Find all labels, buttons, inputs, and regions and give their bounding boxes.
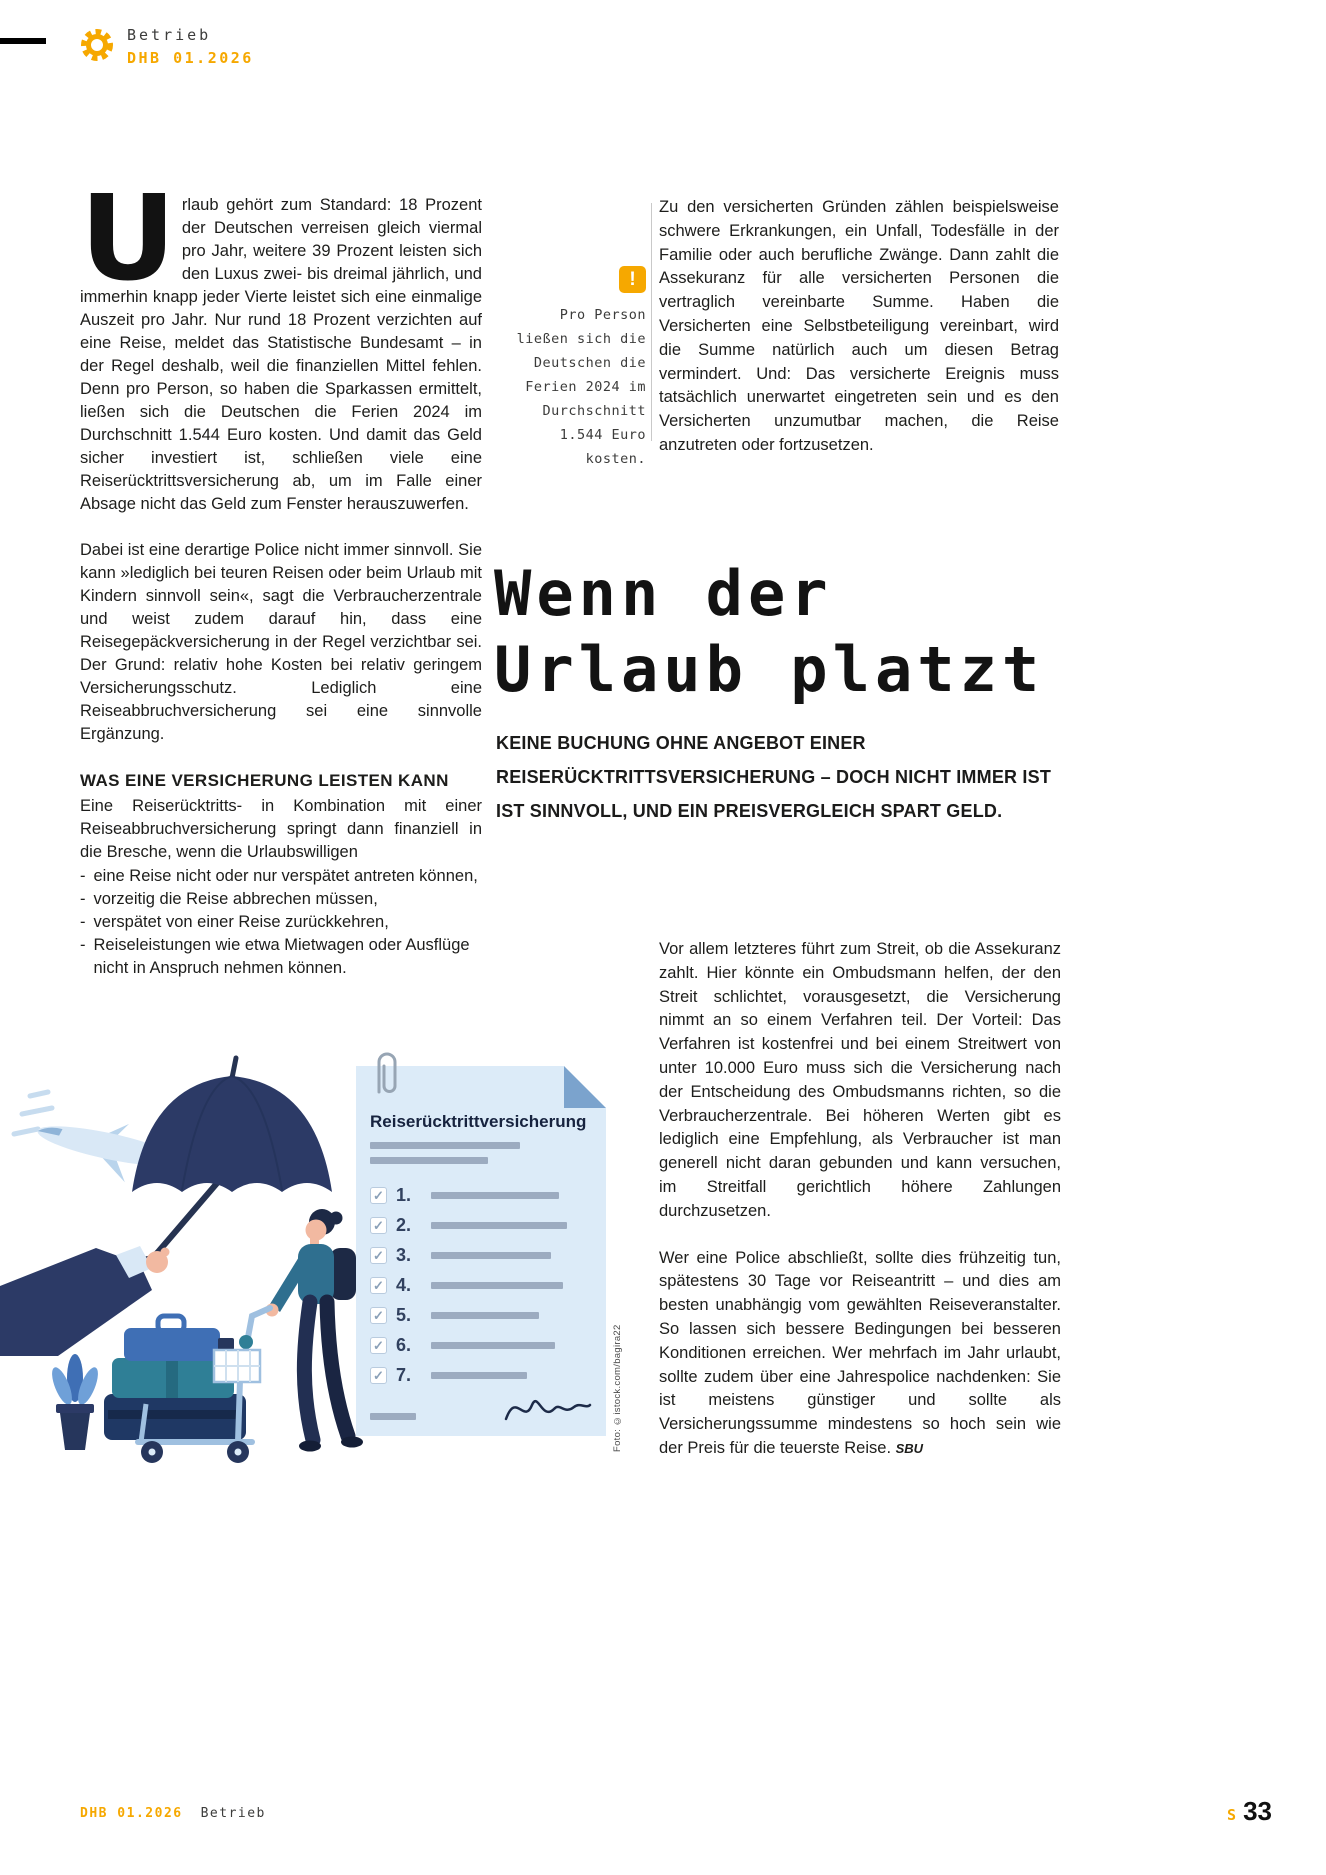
checklist-number: 4. — [396, 1274, 412, 1295]
text-placeholder-bar — [431, 1372, 527, 1379]
lead-paragraph — [80, 169, 482, 516]
list-marker: - — [80, 936, 86, 954]
header-issue-label: DHB 01.2026 — [127, 49, 254, 67]
alert-glyph: ! — [629, 268, 636, 290]
list-item — [80, 888, 482, 911]
insurance-checklist-document — [356, 1066, 606, 1436]
pull-quote-line: Durchschnitt — [542, 403, 646, 419]
footer-right — [1227, 1796, 1272, 1827]
paragraph-abschluss — [659, 1247, 1061, 1461]
text-placeholder-bar — [431, 1312, 539, 1319]
text-placeholder-bar — [431, 1282, 563, 1289]
list-intro-paragraph: Eine Reiserücktritts- in Kombination mit einer Reiseabbruchversicherung springt dann finanziell in die Bresche, wenn die Urlaubswilligen — [80, 797, 482, 861]
text-placeholder-bar — [370, 1157, 488, 1164]
pull-quote-line: ließen sich die — [516, 331, 646, 347]
headline-line: Urlaub platzt — [494, 633, 1045, 706]
standfirst-line: IST SINNVOLL, UND EIN PREISVERGLEICH SPART GELD. — [496, 801, 1003, 821]
column-divider — [651, 203, 652, 441]
checkmark-icon: ✓ — [370, 1187, 387, 1204]
list-item-text: verspätet von einer Reise zurückkehren, — [93, 913, 389, 931]
article-right-column-bottom — [659, 938, 1061, 1484]
benefit-list — [80, 865, 482, 980]
text-placeholder-bar — [370, 1413, 416, 1420]
checkmark-icon: ✓ — [370, 1217, 387, 1234]
paragraph-police: Dabei ist eine derartige Police nicht immer sinnvoll. Sie kann »lediglich bei teuren Reisen oder beim Urlaub mit Kindern sinnvoll sein«, sagt die Verbraucherzentrale und weist zudem darauf hin, dass eine Reisegepäckversicherung in der Regel verzichtbar sei. Der Grund: relativ hohe Kosten bei relativ geringem Versicherungsschutz. Lediglich eine Reiseabbruchversicherung sei eine sinnvolle Ergänzung. — [80, 541, 482, 743]
signature — [502, 1385, 592, 1430]
alert-icon — [619, 266, 646, 293]
paragraph-text: Wer eine Police abschließt, sollte dies frühzeitig tun, spätestens 30 Tage vor Reiseantritt – und dies am besten unabhängig vom gewählten Reiseveranstalter. So lassen sich bessere Bedingungen bei besseren Konditionen erreichen. Wer mehrfach im Jahr urlaubt, sollte zudem über eine Jahrespolice nachdenken: Sie ist meistens günstiger und sollte als Versicherungssumme mindestens so hoch sein wie der Preis für die teuerste Reise. — [659, 1248, 1061, 1457]
checklist-number: 1. — [396, 1184, 412, 1205]
article-left-column — [80, 169, 482, 980]
checkmark-icon: ✓ — [370, 1307, 387, 1324]
photo-credit: Foto: ©istock.com/bagira22 — [612, 1324, 623, 1452]
pull-quote-line: 1.544 Euro kosten. — [559, 427, 646, 467]
text-placeholder-bar — [370, 1142, 520, 1149]
list-marker: - — [80, 867, 86, 885]
footer-section: Betrieb — [200, 1806, 266, 1821]
checklist-row — [370, 1330, 606, 1360]
checklist-number: 2. — [396, 1214, 412, 1235]
text-placeholder-bar — [431, 1222, 567, 1229]
checklist-number: 6. — [396, 1334, 412, 1355]
traveler — [266, 1209, 364, 1452]
pull-quote — [494, 266, 646, 471]
checklist-row — [370, 1300, 606, 1330]
footer-left — [80, 1806, 266, 1821]
footer-issue: DHB 01.2026 — [80, 1806, 183, 1821]
checklist — [370, 1180, 606, 1390]
page-number: 33 — [1243, 1796, 1272, 1826]
checklist-row — [370, 1180, 606, 1210]
header-section-label: Betrieb — [127, 26, 212, 44]
text-placeholder-bar — [431, 1342, 555, 1349]
text-placeholder-bar — [431, 1252, 551, 1259]
section-subheading: WAS EINE VERSICHERUNG LEISTEN KANN — [80, 771, 449, 790]
paragraph-insured-reasons: Zu den versicherten Gründen zählen beispielsweise schwere Erkrankungen, ein Unfall, Todesfälle in der Familie oder auch berufliche Zwänge. Dann zahlt die Assekuranz für alle versicherten Personen die vertraglich vereinbarte Summe. Haben die Versicherten eine Selbstbeteiligung vereinbart, wird die Summe natürlich auch um diesen Betrag vermindert. Und: Das versicherte Ereignis muss tatsächlich unerwartet eingetreten sein und es den Versicherten unzumutbar machen, die Reise anzutreten oder fortzusetzen. — [659, 198, 1059, 454]
article-right-column-top — [659, 196, 1059, 481]
standfirst — [496, 726, 1051, 828]
headline-line: Wenn der — [494, 557, 833, 630]
list-item-text: eine Reise nicht oder nur verspätet antreten können, — [93, 867, 478, 885]
list-item — [80, 865, 482, 888]
checkmark-icon: ✓ — [370, 1277, 387, 1294]
paperclip-icon — [370, 1050, 400, 1098]
gear-icon — [78, 26, 116, 64]
list-item-text: vorzeitig die Reise abbrechen müssen, — [93, 890, 378, 908]
text-placeholder-bar — [431, 1192, 559, 1199]
checklist-row — [370, 1210, 606, 1240]
header-text — [127, 26, 254, 67]
page-header — [78, 26, 254, 67]
page-number-prefix: S — [1227, 1806, 1237, 1824]
drop-cap: U — [80, 169, 172, 307]
author-initials: SBU — [895, 1440, 924, 1456]
pull-quote-line: Pro Person — [559, 307, 646, 323]
standfirst-line: KEINE BUCHUNG OHNE ANGEBOT EINER — [496, 733, 866, 753]
umbrella-icon — [132, 1058, 332, 1260]
checklist-number: 7. — [396, 1364, 412, 1385]
pull-quote-line: Ferien 2024 im — [525, 379, 646, 395]
lead-paragraph-text: rlaub gehört zum Standard: 18 Prozent der Deutschen verreisen gleich viermal pro Jahr, weitere 39 Prozent leisten sich den Luxus zwei- bis dreimal jährlich, und immerhin knapp jeder Vierte leistet sich eine einmalige Auszeit pro Jahr. Nur rund 18 Prozent verzichten auf eine Reise, meldet das Statistische Bundesamt – in der Regel deshalb, weil die finanziellen Mittel fehlen. Denn pro Person, so haben die Sparkassen ermittelt, ließen sich die Deutschen die Ferien 2024 im Durchschnitt 1.544 Euro kosten. Und damit das Geld sicher investiert ist, schließen viele eine Reiserücktrittsversicherung ab, um im Falle einer Absage nicht das Geld zum Fenster herauszuwerfen. — [80, 196, 482, 513]
top-rule — [0, 38, 46, 44]
checkmark-icon: ✓ — [370, 1247, 387, 1264]
checkmark-icon: ✓ — [370, 1367, 387, 1384]
list-marker: - — [80, 913, 86, 931]
checkmark-icon: ✓ — [370, 1337, 387, 1354]
pull-quote-line: Deutschen die — [533, 355, 646, 371]
standfirst-line: REISERÜCKTRITTSVERSICHERUNG – DOCH NICHT IMMER IST — [496, 767, 1052, 787]
checklist-row — [370, 1240, 606, 1270]
checklist-row — [370, 1270, 606, 1300]
folded-corner — [564, 1066, 606, 1108]
list-item-text: Reiseleistungen wie etwa Mietwagen oder Ausflüge nicht in Anspruch nehmen können. — [93, 936, 470, 977]
list-item — [80, 934, 482, 980]
list-marker: - — [80, 890, 86, 908]
checklist-number: 3. — [396, 1244, 412, 1265]
list-item — [80, 911, 482, 934]
document-title: Reiserücktrittversicherung — [370, 1112, 587, 1131]
pull-quote-text — [494, 303, 646, 471]
article-headline — [494, 556, 1044, 708]
checklist-number: 5. — [396, 1304, 412, 1325]
potted-plant — [48, 1354, 102, 1450]
paragraph-ombudsmann: Vor allem letzteres führt zum Streit, ob die Assekuranz zahlt. Hier könnte ein Ombudsmann helfen, der den Streit schlichtet, vorausgesetzt, die Versicherung nimmt an so einem Verfahren teil. Der Vorteil: Das Verfahren ist kostenfrei und bei einem Streitwert von unter 10.000 Euro muss sich die Versicherung nach der Entscheidung des Ombudsmanns richten, so die Verbraucherzentrale. Bei höheren Werten gibt es lediglich eine Empfehlung, als Verbraucher ist man generell nicht daran gebunden und kann versuchen, im Streitfall gerichtlich höhere Zahlungen durchzusetzen. — [659, 940, 1061, 1220]
